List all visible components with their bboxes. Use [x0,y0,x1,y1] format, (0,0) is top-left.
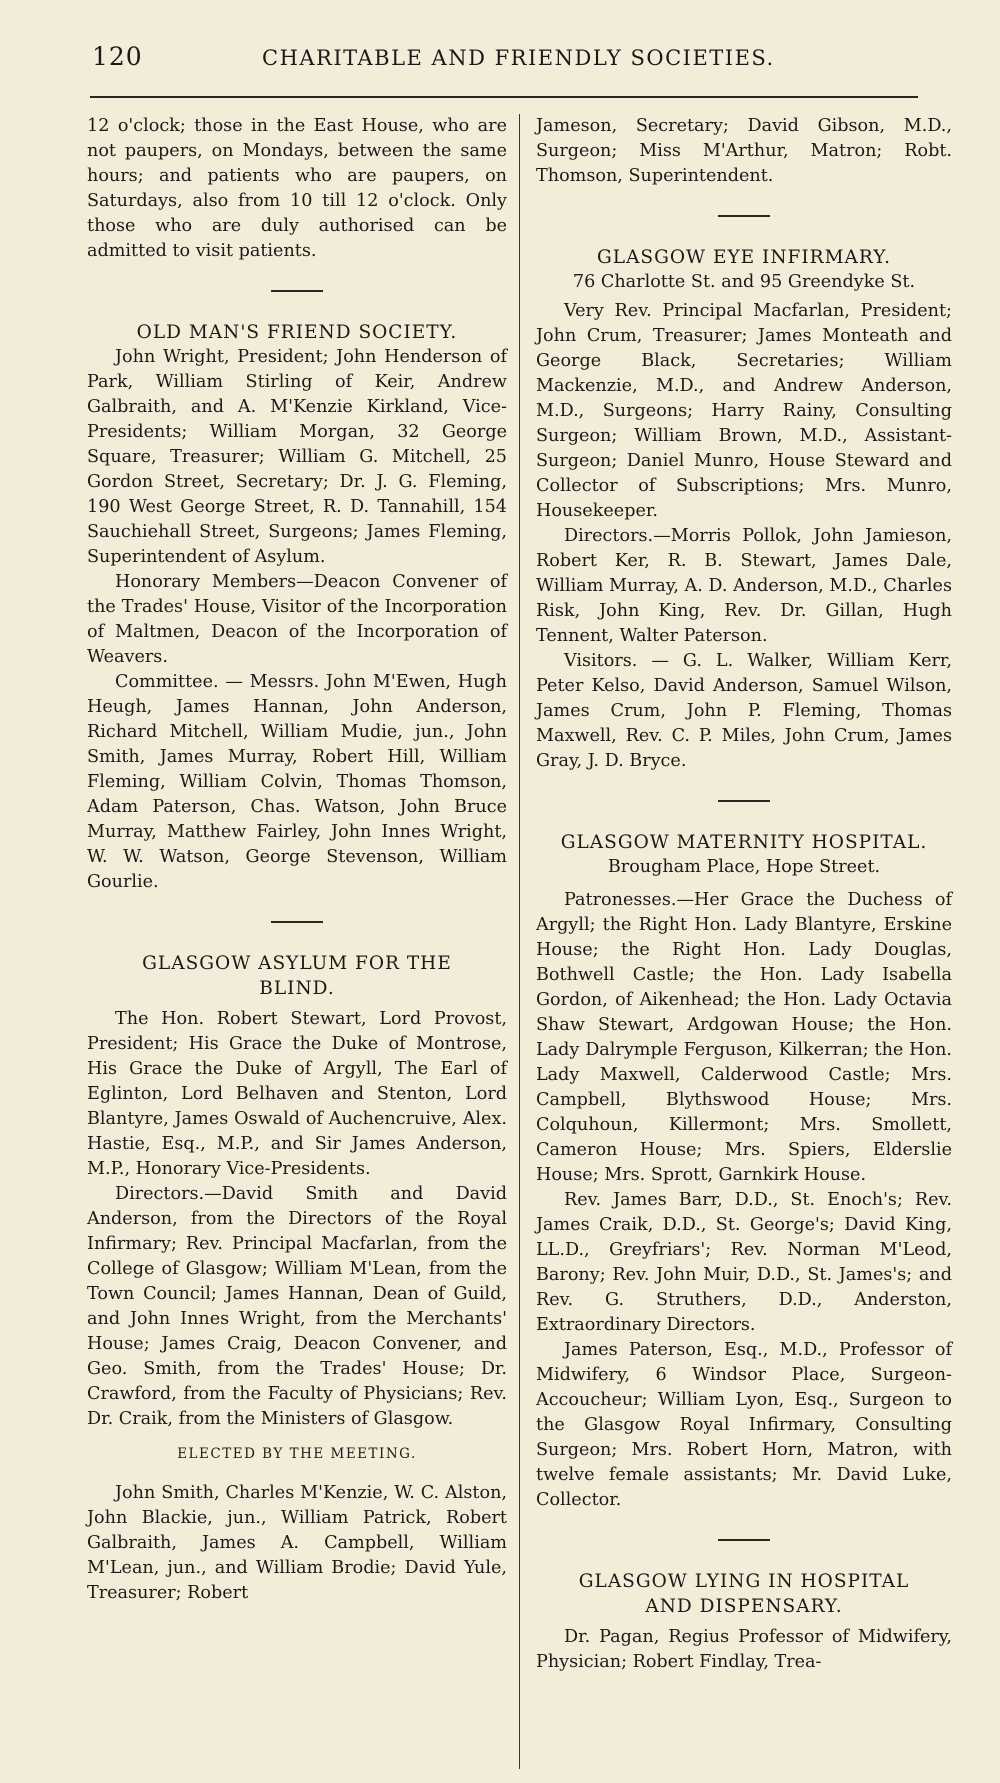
section-heading-eye-infirmary: GLASGOW EYE INFIRMARY. [597,247,891,268]
address: 76 Charlotte St. and 95 Greendyke St. [572,272,916,292]
paragraph: Visitors. — G. L. Walker, William Kerr, Peter Kelso, David Anderson, Samuel Wilson, James Crum, John P. Fleming, Thomas Maxwell, Rev. C. P. Miles, John Crum, James Gray, J. D. Bryce. [536,651,952,771]
paragraph: Directors.—David Smith and David Anderson, from the Directors of the Royal Infirmary; Rev. Principal Macfarlan, from the College of Glasgow; William M'Lean, from the Town Council; James Hannan, Dean of Guild, and John Innes Wright, from the Merchants' House; James Craig, Deacon Convener, and Geo. Smith, from the Trades' House; Dr. Crawford, from the Faculty of Physicians; Rev. Dr. Craik, from the Ministers of Glasgow. [87,1184,507,1429]
paragraph: Very Rev. Principal Macfarlan, President; John Crum, Treasurer; James Monteath and George Black, Secretaries; William Mackenzie, M.D., and Andrew Anderson, M.D., Surgeons; Harry Rainy, Consulting Surgeon; William Brown, M.D., Assistant-Surgeon; Daniel Munro, House Steward and Collector of Subscriptions; Mrs. Munro, Housekeeper. [536,301,952,521]
continuation-paragraph: 12 o'clock; those in the East House, who are not paupers, on Mondays, between the same hours; and patients who are paupers, on Saturdays, also from 10 till 12 o'clock. Only those who are duly authorised can be admitted to visit patients. [87,116,507,261]
paragraph: Rev. James Barr, D.D., St. Enoch's; Rev. James Craik, D.D., St. George's; David King, LL.D., Greyfriars'; Rev. Norman M'Leod, Barony; Rev. John Muir, D.D., St. James's; and Rev. G. Struthers, D.D., Anderston, Extraordinary Directors. [536,1190,952,1335]
header-rule [90,96,918,98]
section-separator [718,215,770,217]
section-heading-lying-in-hospital: GLASGOW LYING IN HOSPITAL AND DISPENSARY. [578,1571,910,1617]
address: Brougham Place, Hope Street. [607,857,881,877]
section-separator [718,1539,770,1541]
paragraph: Directors.—Morris Pollok, John Jamieson, Robert Ker, R. B. Stewart, James Dale, William Murray, A. D. Anderson, M.D., Charles Risk, John King, Rev. Dr. Gillan, Hugh Tennent, Walter Paterson. [536,526,952,646]
running-title: CHARITABLE AND FRIENDLY SOCIETIES. [262,46,775,70]
left-column [87,114,507,1606]
paragraph: John Wright, President; John Henderson of Park, William Stirling of Keir, Andrew Galbraith, and A. M'Kenzie Kirkland, Vice-Presidents; William Morgan, 32 George Square, Treasurer; William G. Mitchell, 25 Gordon Street, Secretary; Dr. J. G. Fleming, 190 West George Street, R. D. Tannahill, 154 Sauchiehall Street, Surgeons; James Fleming, Superintendent of Asylum. [87,347,507,567]
page-number: 120 [92,42,143,71]
continuation-paragraph: Jameson, Secretary; David Gibson, M.D., Surgeon; Miss M'Arthur, Matron; Robt. Thomson, Superintendent. [536,116,952,186]
paragraph: Patronesses.—Her Grace the Duchess of Argyll; the Right Hon. Lady Blantyre, Erskine House; the Right Hon. Lady Douglas, Bothwell Castle; the Hon. Lady Isabella Gordon, of Aikenhead; the Hon. Lady Octavia Shaw Stewart, Ardgowan House; the Hon. Lady Dalrymple Ferguson, Kilkerran; the Hon. Lady Maxwell, Calderwood Castle; Mrs. Campbell, Blythswood House; Mrs. Colquhoun, Killermont; Mrs. Smollett, Cameron House; Mrs. Spiers, Elderslie House; Mrs. Sprott, Garnkirk House. [536,890,952,1185]
section-separator [271,921,323,923]
section-separator [271,290,323,292]
paragraph: Committee. — Messrs. John M'Ewen, Hugh Heugh, James Hannan, John Anderson, Richard Mitchell, William Mudie, jun., John Smith, James Murray, Robert Hill, William Fleming, William Colvin, Thomas Thomson, Adam Paterson, Chas. Watson, John Bruce Murray, Matthew Fairley, John Innes Wright, W. W. Watson, George Stevenson, William Gourlie. [87,672,507,892]
paragraph: James Paterson, Esq., M.D., Professor of Midwifery, 6 Windsor Place, Surgeon-Accoucheur; William Lyon, Esq., Surgeon to the Glasgow Royal Infirmary, Consulting Surgeon; Mrs. Robert Horn, Matron, with twelve female assistants; Mr. David Luke, Collector. [536,1340,952,1510]
section-heading-maternity-hospital: GLASGOW MATERNITY HOSPITAL. [560,832,928,853]
section-heading-asylum-for-blind: GLASGOW ASYLUM FOR THE BLIND. [142,953,452,999]
column-divider [519,114,520,1769]
section-separator [718,800,770,802]
section-heading-old-mans-friend-society: OLD MAN'S FRIEND SOCIETY. [136,322,458,343]
paragraph: John Smith, Charles M'Kenzie, W. C. Alston, John Blackie, jun., William Patrick, Robert Galbraith, James A. Campbell, William M'Lean, jun., and William Brodie; David Yule, Treasurer; Robert [87,1483,507,1603]
right-column [536,114,952,1675]
paragraph: Honorary Members—Deacon Convener of the Trades' House, Visitor of the Incorporation of Maltmen, Deacon of the Incorporation of Weavers. [87,572,507,667]
page-header [78,38,918,78]
paragraph: The Hon. Robert Stewart, Lord Provost, President; His Grace the Duke of Montrose, His Grace the Duke of Argyll, The Earl of Eglinton, Lord Belhaven and Stenton, Lord Blantyre, James Oswald of Auchencruive, Alex. Hastie, Esq., M.P., and Sir James Anderson, M.P., Honorary Vice-Presidents. [87,1009,507,1179]
paragraph: Dr. Pagan, Regius Professor of Midwifery, Physician; Robert Findlay, Trea- [536,1627,952,1672]
subheading-elected: ELECTED BY THE MEETING. [177,1446,417,1462]
